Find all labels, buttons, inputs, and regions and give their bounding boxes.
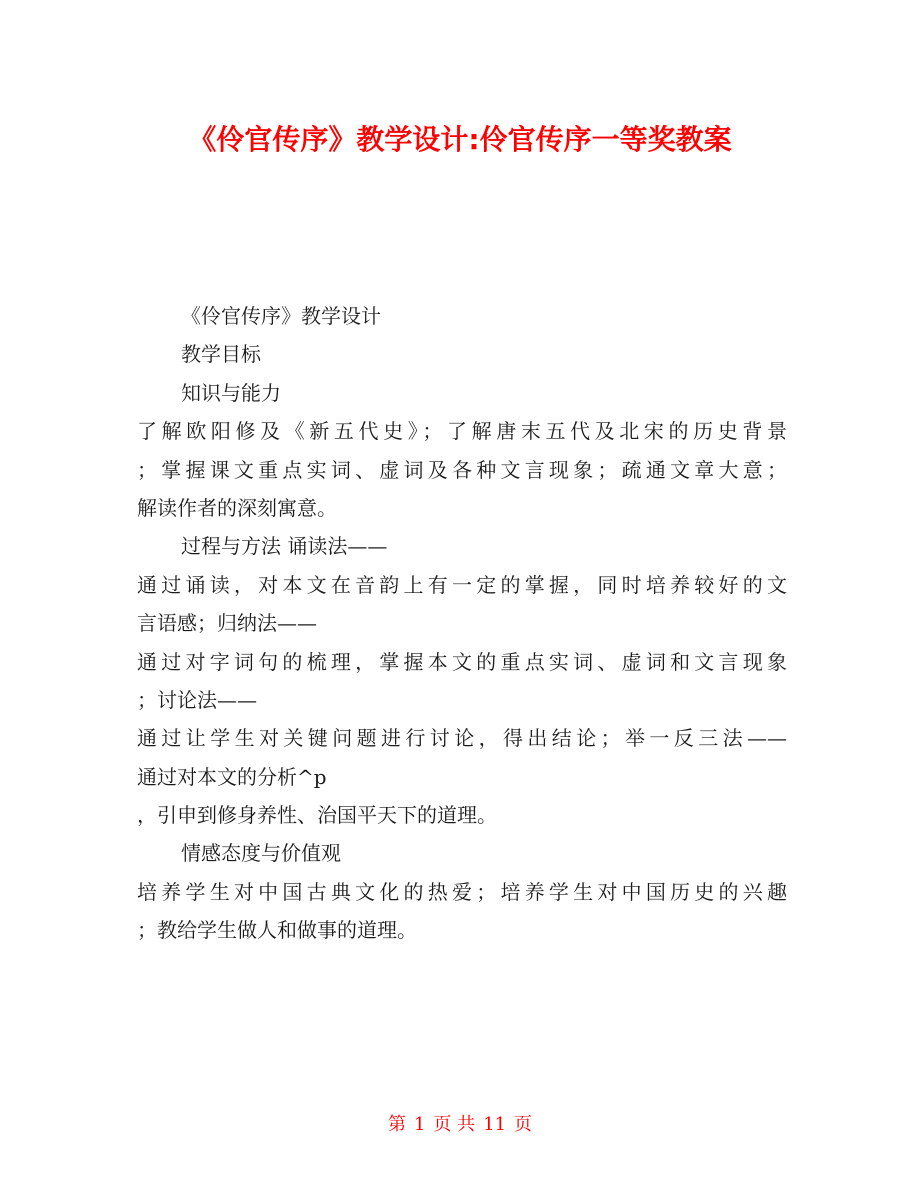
paragraph-line: 培养学生对中国古典文化的热爱；培养学生对中国历史的兴趣 [137,879,787,904]
document-body [137,297,787,950]
paragraph-line: ；教给学生做人和做事的道理。 [137,918,417,943]
paragraph-line: 言语感；归纳法—— [137,611,317,636]
paragraph-line: ；掌握课文重点实词、虚词及各种文言现象；疏通文章大意； [137,457,787,482]
paragraph-line: ，引申到修身养性、治国平天下的道理。 [137,803,497,828]
paragraph-line: 教学目标 [181,342,261,367]
paragraph-line: 过程与方法 诵读法—— [181,534,388,559]
paragraph-line: 通过对字词句的梳理，掌握本文的重点实词、虚词和文言现象 [137,649,787,674]
footer-prefix: 第 [387,1114,406,1135]
paragraph-line: ；讨论法—— [137,687,257,712]
footer-suffix: 页 [514,1114,533,1135]
footer-total-pages: 11 [483,1114,507,1135]
paragraph-line: 了解欧阳修及《新五代史》；了解唐末五代及北宋的历史背景 [137,419,787,444]
paragraph-line: 通过对本文的分析^p [137,764,327,789]
document-title: 《伶官传序》教学设计:伶官传序一等奖教案 [188,123,732,156]
paragraph-line: 情感态度与价值观 [181,841,341,866]
paragraph-line: 通过让学生对关键问题进行讨论，得出结论；举一反三法—— [137,726,787,751]
paragraph-line: 通过诵读，对本文在音韵上有一定的掌握，同时培养较好的文 [137,572,787,597]
paragraph-line: 解读作者的深刻寓意。 [137,495,337,520]
footer-middle: 页 共 [433,1114,476,1135]
paragraph-line: 《伶官传序》教学设计 [181,304,381,328]
page-footer [0,1112,920,1138]
paragraph-line: 知识与能力 [181,380,281,405]
footer-page-number: 1 [413,1114,426,1135]
